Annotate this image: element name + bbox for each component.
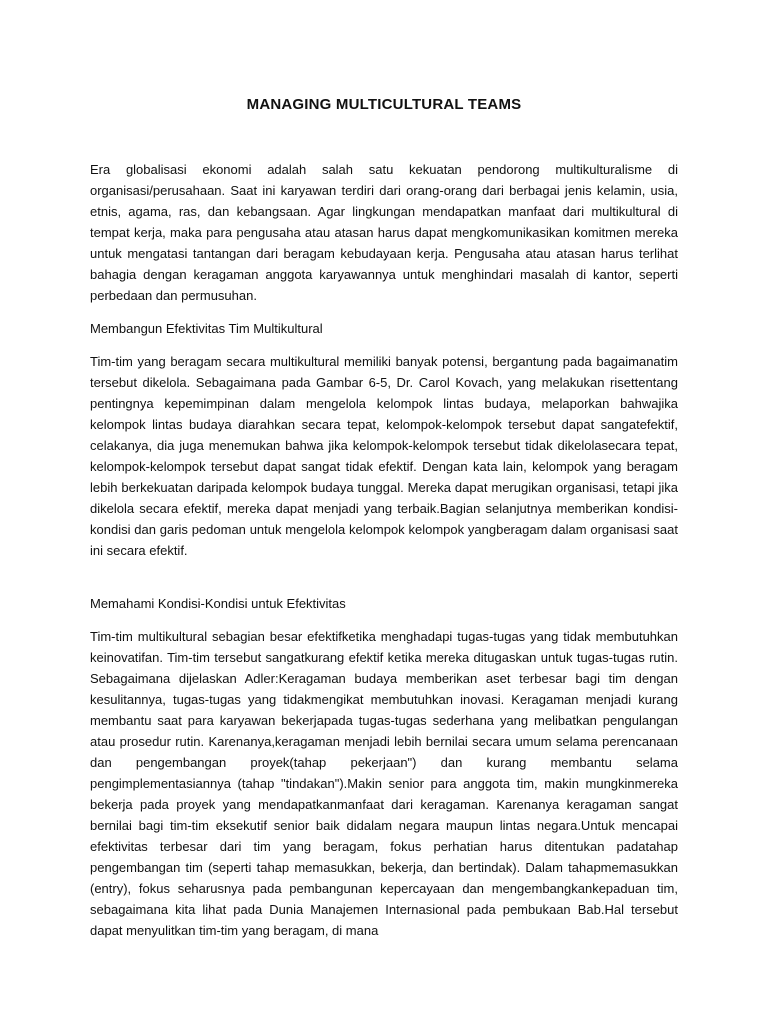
document-title: MANAGING MULTICULTURAL TEAMS [246,96,522,113]
section-heading-building-effectiveness: Membangun Efektivitas Tim Multikultural [90,321,323,336]
section-paragraph-conditions: Tim-tim multikultural sebagian besar efektifketika menghadapi tugas-tugas yang tidak membutuhkan keinovatifan. Tim-tim tersebut sangatkurang efektif ketika mereka ditugaskan untuk tugas-tugas rutin. Sebagaimana dijelaskan Adler:Keragaman budaya memberikan aset terbesar bagi tim dengan kesulitannya, tugas-tugas yang tidakmengikat membutuhkan inovasi. Keragaman menjadi kurang membantu saat para karyawan bekerjapada tugas-tugas sederhana yang melibatkan pengulangan atau prosedur rutin. Karenanya,keragaman menjadi lebih bernilai secara umum selama perencanaan dan pengembangan proyek(tahap pekerjaan") dan kurang membantu selama pengimplementasiannya (tahap "tindakan").Makin senior para anggota tim, makin mungkinmereka bekerja pada proyek yang mendapatkanmanfaat dari keragaman. Karenanya keragaman sangat bernilai bagi tim-tim eksekutif senior baik didalam negara maupun lintas negara.Untuk mencapai efektivitas terbesar dari tim yang beragam, fokus perhatian harus ditentukan padatahap pengembangan tim (seperti tahap memasukkan, bekerja, dan bertindak). Dalam tahapmemasukkan (entry), fokus seharusnya pada pembangunan kepercayaan dan mengembangkankepaduan tim, sebagaimana kita lihat pada Dunia Manajemen Internasional pada pembukaan Bab.Hal tersebut dapat menyulitkan tim-tim yang beragam, di mana [90,629,678,938]
section-paragraph-building-effectiveness: Tim-tim yang beragam secara multikultural memiliki banyak potensi, bergantung pada bagaimanatim tersebut dikelola. Sebagaimana pada Gambar 6-5, Dr. Carol Kovach, yang melakukan risettentang pentingnya kepemimpinan dalam mengelola kelompok lintas budaya, melaporkan bahwajika kelompok lintas budaya diarahkan secara tepat, kelompok-kelompok tersebut dapat sangatefektif, celakanya, dia juga menemukan bahwa jika kelompok-kelompok tersebut tidak dikelolasecara tepat, kelompok-kelompok tersebut dapat sangat tidak efektif. Dengan kata lain, kelompok yang beragam lebih berkekuatan daripada kelompok budaya tunggal. Mereka dapat merugikan organisasi, tetapi jika dikelola secara efektif, mereka dapat menjadi yang terbaik.Bagian selanjutnya memberikan kondisi-kondisi dan garis pedoman untuk mengelola kelompok kelompok yangberagam dalam organisasi saat ini secara efektif. [90,354,678,558]
section-heading-conditions: Memahami Kondisi-Kondisi untuk Efektivitas [90,596,346,611]
intro-paragraph: Era globalisasi ekonomi adalah salah satu kekuatan pendorong multikulturalisme di organisasi/perusahaan. Saat ini karyawan terdiri dari orang-orang dari berbagai jenis kelamin, usia, etnis, agama, ras, dan kebangsaan. Agar lingkungan mendapatkan manfaat dari multikultural di tempat kerja, maka para pengusaha atau atasan harus dapat mengkomunikasikan komitmen mereka untuk mengatasi tantangan dari beragam kebudayaan kerja. Pengusaha atau atasan harus terlihat bahagia dengan keragaman anggota karyawannya untuk menghindari masalah di kantor, seperti perbedaan dan permusuhan. [90,162,678,303]
